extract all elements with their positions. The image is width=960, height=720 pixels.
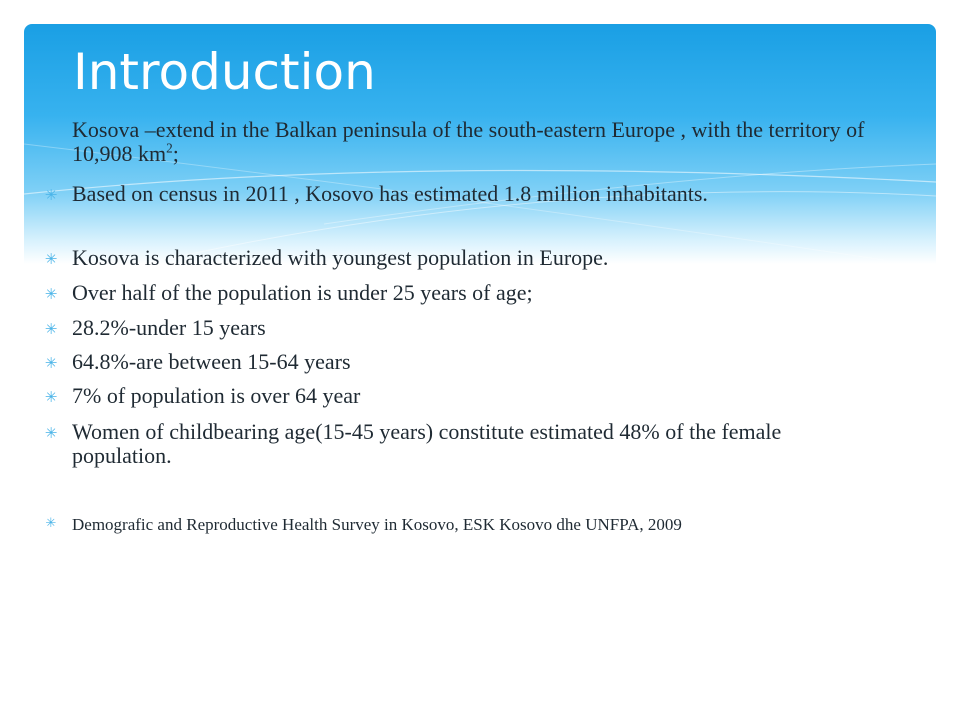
asterisk-bullet-icon: ✳ bbox=[44, 250, 58, 268]
bullet-text: Women of childbearing age(15-45 years) constitute estimated 48% of the female population. bbox=[72, 419, 782, 468]
asterisk-bullet-icon: ✳ bbox=[44, 388, 58, 406]
asterisk-bullet-icon: ✳ bbox=[44, 186, 58, 204]
superscript: 2 bbox=[166, 140, 173, 156]
bullet-text: Kosova –extend in the Balkan peninsula of the south-eastern Europe , with the territory of 10,908 $km^2$; bbox=[72, 117, 865, 166]
citation-text: Demografic and Reproductive Health Survey in Kosovo, ESK Kosovo dhe UNFPA, 2009 bbox=[72, 515, 682, 534]
asterisk-bullet-icon: ✳ bbox=[44, 320, 58, 338]
asterisk-bullet-icon: ✳ bbox=[44, 424, 58, 442]
bullet-text: Over half of the population is under 25 years of age; bbox=[72, 280, 533, 305]
bullet-text: 28.2%-under 15 years bbox=[72, 315, 266, 340]
asterisk-bullet-icon: ✳ bbox=[44, 285, 58, 303]
slide-title: Introduction bbox=[73, 43, 376, 101]
bullet-text: Based on census in 2011 , Kosovo has estimated 1.8 million inhabitants. bbox=[72, 181, 708, 206]
bullet-text: Kosova is characterized with youngest population in Europe. bbox=[72, 245, 609, 270]
bullet-text: 7% of population is over 64 year bbox=[72, 383, 361, 408]
asterisk-bullet-icon: ✳ bbox=[44, 354, 58, 372]
asterisk-bullet-icon: ✳ bbox=[45, 516, 57, 531]
bullet-text: 64.8%-are between 15-64 years bbox=[72, 349, 351, 374]
